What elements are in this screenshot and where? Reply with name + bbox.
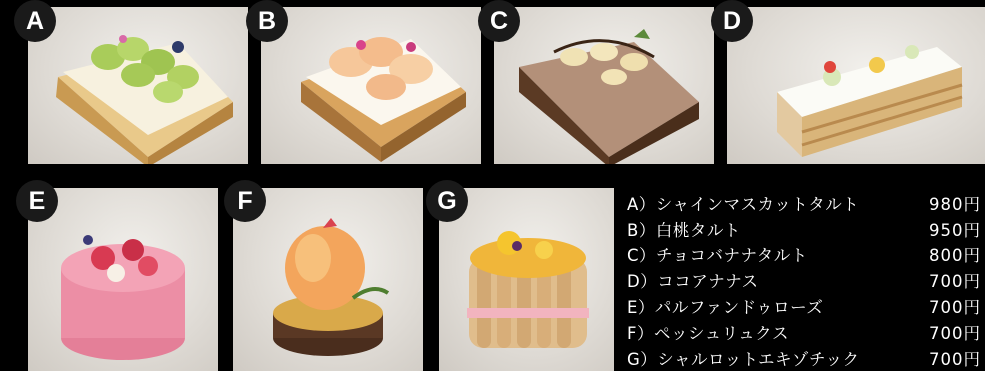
item-label: D）ココアナナス [627, 272, 759, 292]
item-price: 950円 [929, 220, 981, 240]
price-list [627, 190, 981, 371]
item-label: F）ペッシュリュクス [627, 323, 790, 343]
photo-g-charlotte-exotique [439, 188, 614, 371]
price-list-item-b [627, 216, 981, 242]
badge-a: A [14, 0, 56, 42]
item-label: G）シャルロットエキゾチック [627, 349, 860, 369]
cake-d-illustration [727, 7, 985, 164]
photo-d-coco-ananas [727, 7, 985, 164]
item-label: C）チョコバナナタルト [627, 246, 808, 266]
cake-c-illustration [494, 7, 714, 164]
price-list-item-c [627, 242, 981, 268]
cake-g-illustration [439, 188, 614, 371]
item-price: 800円 [929, 246, 981, 266]
item-label: A）シャインマスカットタルト [627, 194, 860, 214]
badge-d: D [711, 0, 753, 42]
photo-f-peche-luxe [233, 188, 423, 371]
badge-g: G [426, 180, 468, 222]
cake-f-illustration [233, 188, 423, 371]
price-list-item-e [627, 293, 981, 319]
item-price: 700円 [929, 323, 981, 343]
item-price: 700円 [929, 298, 981, 318]
badge-f: F [224, 180, 266, 222]
photo-a-shine-muscat-tart [28, 7, 248, 164]
item-price: 700円 [929, 272, 981, 292]
cake-b-illustration [261, 7, 481, 164]
badge-e: E [16, 180, 58, 222]
photo-b-white-peach-tart [261, 7, 481, 164]
item-price: 700円 [929, 349, 981, 369]
price-list-item-f [627, 319, 981, 345]
item-price: 980円 [929, 194, 981, 214]
cake-a-illustration [28, 7, 248, 164]
photo-c-choco-banana-tart [494, 7, 714, 164]
item-label: B）白桃タルト [627, 220, 741, 240]
item-label: E）パルファンドゥローズ [627, 298, 824, 318]
photo-e-parfum-de-rose [28, 188, 218, 371]
price-list-item-a [627, 190, 981, 216]
price-list-item-g [627, 345, 981, 371]
badge-b: B [246, 0, 288, 42]
price-list-item-d [627, 267, 981, 293]
cake-e-illustration [28, 188, 218, 371]
badge-c: C [478, 0, 520, 42]
